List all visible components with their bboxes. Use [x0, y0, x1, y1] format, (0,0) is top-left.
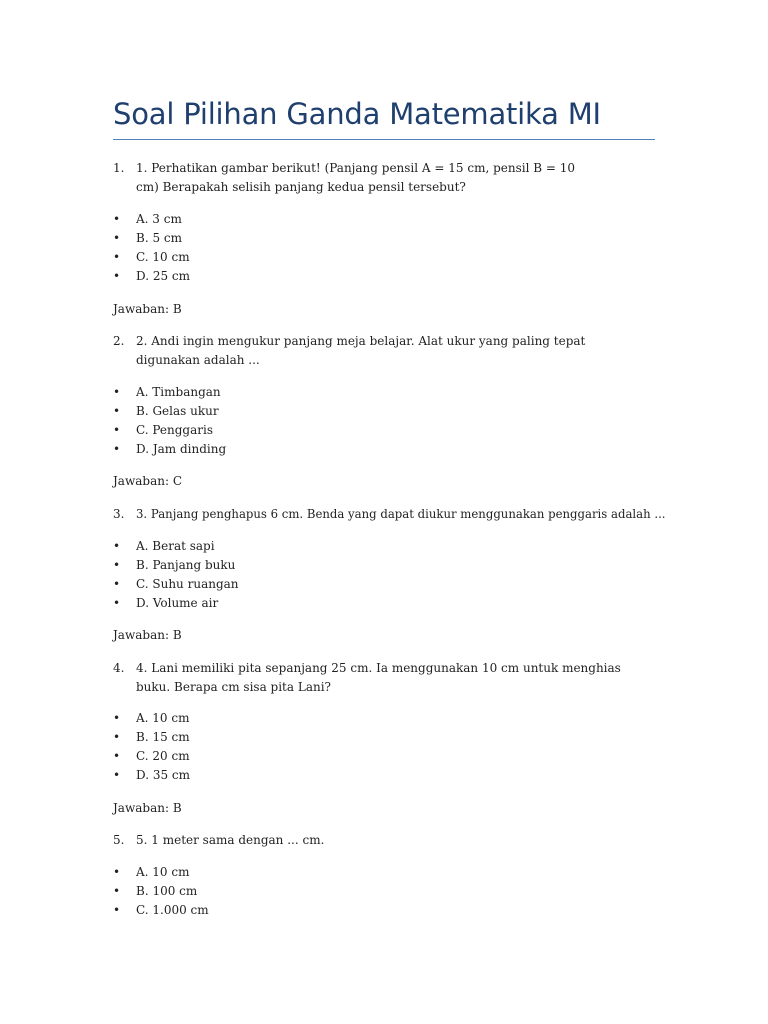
question-text: 2. Andi ingin mengukur panjang meja belajar. Alat ukur yang paling tepat digunakan adalah ...: [136, 334, 586, 367]
bullet-icon: •: [113, 442, 121, 456]
bullet-icon: •: [113, 250, 121, 264]
option-text: B. Panjang buku: [136, 558, 236, 572]
bullet-icon: •: [113, 730, 121, 744]
option-text: A. 10 cm: [136, 865, 190, 879]
bullet-icon: •: [113, 749, 121, 763]
option-text: C. Suhu ruangan: [136, 577, 239, 591]
option-text: B. Gelas ukur: [136, 404, 219, 418]
option-text: C. Penggaris: [136, 423, 213, 437]
title-underline: [113, 139, 655, 140]
bullet-icon: •: [113, 423, 121, 437]
bullet-icon: •: [113, 884, 121, 898]
bullet-icon: •: [113, 385, 121, 399]
option-text: A. 10 cm: [136, 711, 190, 725]
bullet-icon: •: [113, 558, 121, 572]
question-number: 3.: [113, 507, 125, 521]
bullet-icon: •: [113, 231, 121, 245]
option-text: B. 5 cm: [136, 231, 182, 245]
question-text: 1. Perhatikan gambar berikut! (Panjang pensil A = 15 cm, pensil B = 10 cm) Berapakah selisih panjang kedua pensil tersebut?: [136, 161, 576, 194]
bullet-icon: •: [113, 865, 121, 879]
question-number: 5.: [113, 833, 125, 847]
question-number: 4.: [113, 661, 125, 675]
bullet-icon: •: [113, 539, 121, 553]
answer-key: Jawaban: B: [113, 801, 182, 815]
bullet-icon: •: [113, 269, 121, 283]
option-text: B. 100 cm: [136, 884, 198, 898]
option-text: D. Jam dinding: [136, 442, 227, 456]
option-text: D. 25 cm: [136, 269, 191, 283]
option-text: C. 10 cm: [136, 250, 190, 264]
option-text: B. 15 cm: [136, 730, 190, 744]
bullet-icon: •: [113, 596, 121, 610]
question-text: 4. Lani memiliki pita sepanjang 25 cm. Ia menggunakan 10 cm untuk menghias buku. Berapa cm sisa pita Lani?: [136, 661, 621, 694]
question-text: 3. Panjang penghapus 6 cm. Benda yang dapat diukur menggunakan penggaris adalah ...: [136, 507, 666, 521]
option-text: C. 1.000 cm: [136, 903, 209, 917]
document-title: Soal Pilihan Ganda Matematika MI: [113, 97, 601, 131]
answer-key: Jawaban: B: [113, 628, 182, 642]
bullet-icon: •: [113, 711, 121, 725]
question-number: 2.: [113, 334, 125, 348]
question-text: 5. 1 meter sama dengan ... cm.: [136, 833, 325, 847]
option-text: A. Timbangan: [136, 385, 221, 399]
option-text: A. 3 cm: [136, 212, 182, 226]
bullet-icon: •: [113, 903, 121, 917]
option-text: D. 35 cm: [136, 768, 191, 782]
bullet-icon: •: [113, 404, 121, 418]
option-text: D. Volume air: [136, 596, 219, 610]
answer-key: Jawaban: C: [113, 474, 182, 488]
answer-key: Jawaban: B: [113, 302, 182, 316]
option-text: C. 20 cm: [136, 749, 190, 763]
bullet-icon: •: [113, 212, 121, 226]
question-number: 1.: [113, 161, 125, 175]
bullet-icon: •: [113, 577, 121, 591]
option-text: A. Berat sapi: [136, 539, 215, 553]
bullet-icon: •: [113, 768, 121, 782]
